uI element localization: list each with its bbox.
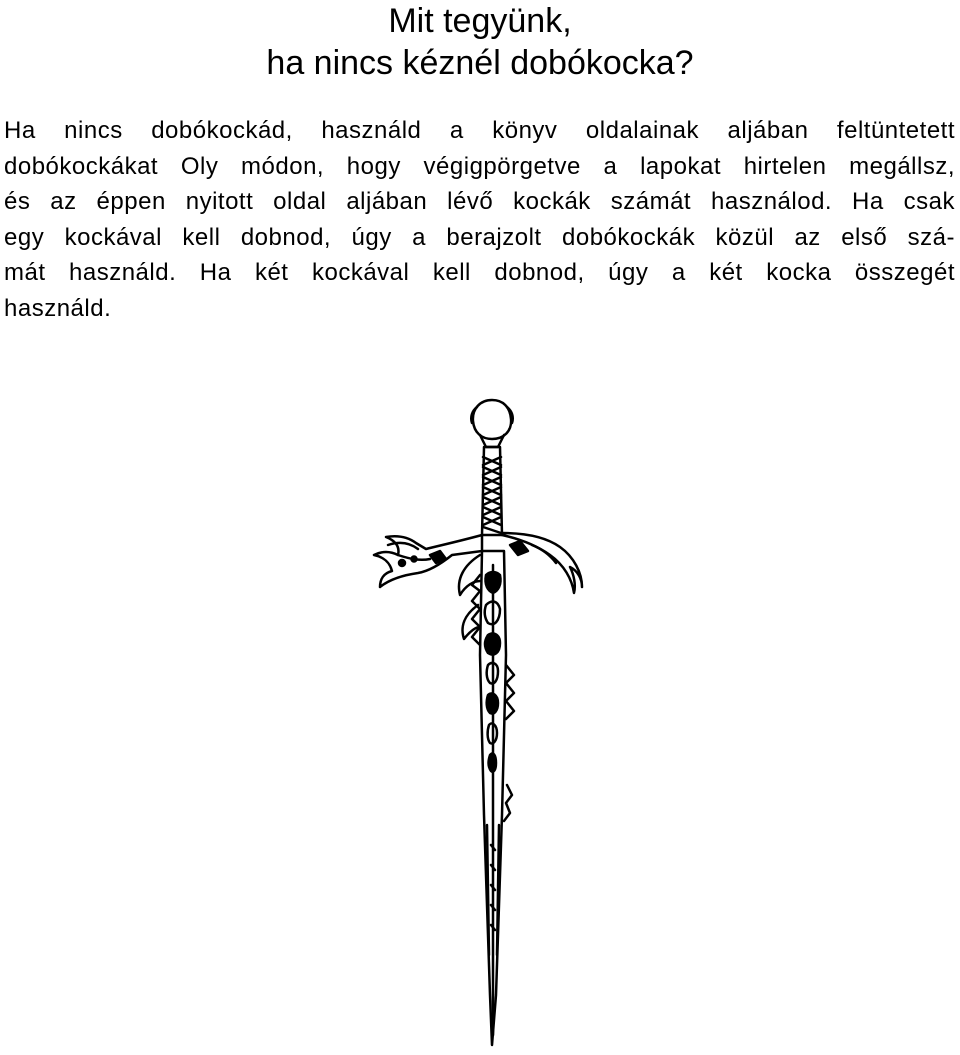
instructions-paragraph: [4, 113, 955, 326]
paragraph-line-5: mát használd. Ha két kockával kell dobnod, úgy a két kocka összegét: [4, 259, 955, 286]
sword-icon: [360, 395, 600, 1050]
sword-pommel: [473, 400, 511, 439]
sword-crossguard: [374, 535, 482, 587]
page-title: [0, 0, 960, 84]
paragraph-line-1: Ha nincs dobókockád, használd a könyv oldalainak aljában feltüntetett: [4, 117, 955, 144]
page-title-line-2: ha nincs kéznél dobókocka?: [266, 44, 694, 82]
paragraph-line-4: egy kockával kell dobnod, úgy a berajzolt dobókockák közül az első szá-: [4, 223, 955, 251]
paragraph-line-6: használd.: [4, 294, 112, 322]
sword-illustration: [360, 395, 600, 1050]
page-title-line-1: Mit tegyünk,: [388, 2, 572, 40]
paragraph-line-3: és az éppen nyitott oldal aljában lévő kockák számát használod. Ha csak: [4, 188, 955, 215]
paragraph-line-2: dobókockákat Oly módon, hogy végigpörgetve a lapokat hirtelen megállsz,: [4, 152, 955, 180]
